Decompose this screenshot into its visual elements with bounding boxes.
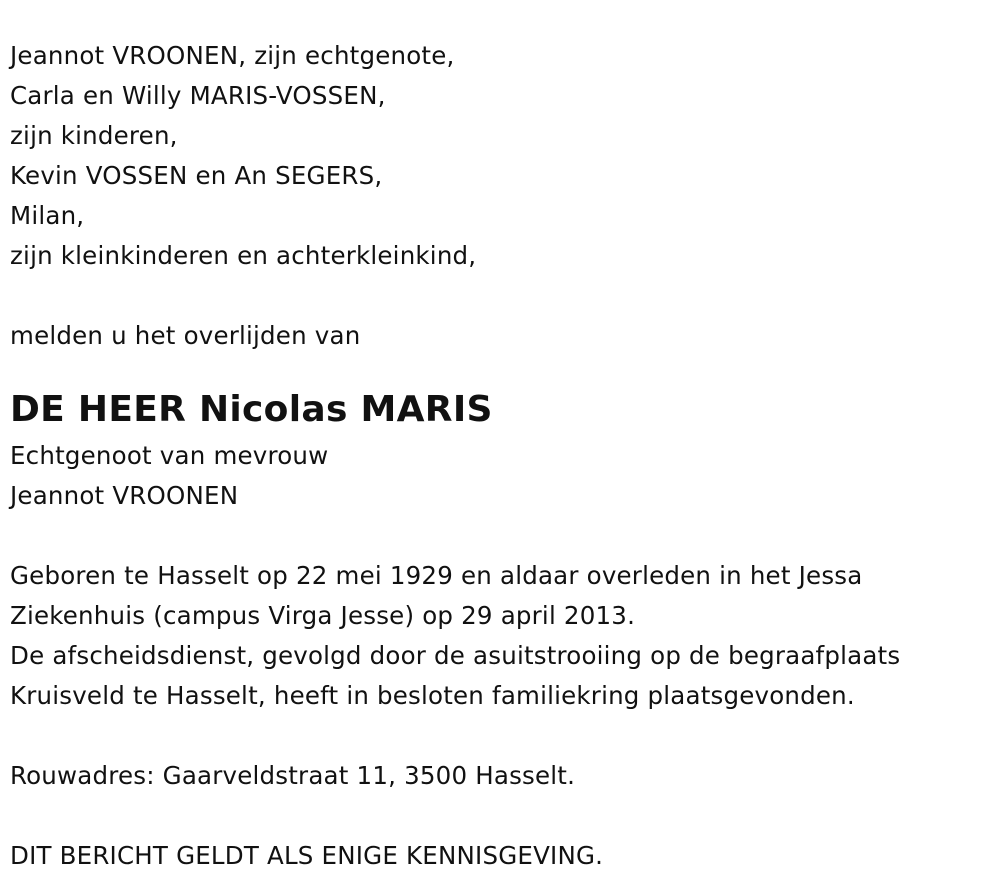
details-line: Geboren te Hasselt op 22 mei 1929 en aldaar overleden in het Jessa — [10, 561, 863, 590]
spouse-line: Echtgenoot van mevrouw — [10, 441, 329, 470]
spacer — [10, 276, 985, 316]
announcement-text: melden u het overlijden van — [10, 321, 361, 350]
death-notice — [10, 36, 985, 876]
details-line: Ziekenhuis (campus Virga Jesse) op 29 april 2013. — [10, 601, 636, 630]
closing-statement: DIT BERICHT GELDT ALS ENIGE KENNISGEVING. — [10, 841, 604, 870]
details-paragraph — [10, 556, 985, 716]
family-line: Carla en Willy MARIS-VOSSEN, — [10, 81, 386, 110]
spacer — [10, 356, 985, 384]
spouse-name: Jeannot VROONEN — [10, 481, 239, 510]
family-line: Jeannot VROONEN, zijn echtgenote, — [10, 41, 455, 70]
family-line: Kevin VOSSEN en An SEGERS, — [10, 161, 383, 190]
family-line: zijn kinderen, — [10, 121, 178, 150]
details-line: Kruisveld te Hasselt, heeft in besloten familiekring plaatsgevonden. — [10, 681, 855, 710]
spacer — [10, 716, 985, 756]
spacer — [10, 516, 985, 556]
details-line: De afscheidsdienst, gevolgd door de asuitstrooiing op de begraafplaats — [10, 641, 901, 670]
mourning-address: Rouwadres: Gaarveldstraat 11, 3500 Hasselt. — [10, 761, 576, 790]
deceased-name: DE HEER Nicolas MARIS — [10, 389, 493, 430]
family-line: Milan, — [10, 201, 85, 230]
spacer — [10, 796, 985, 836]
family-line: zijn kleinkinderen en achterkleinkind, — [10, 241, 477, 270]
family-list — [10, 36, 985, 276]
